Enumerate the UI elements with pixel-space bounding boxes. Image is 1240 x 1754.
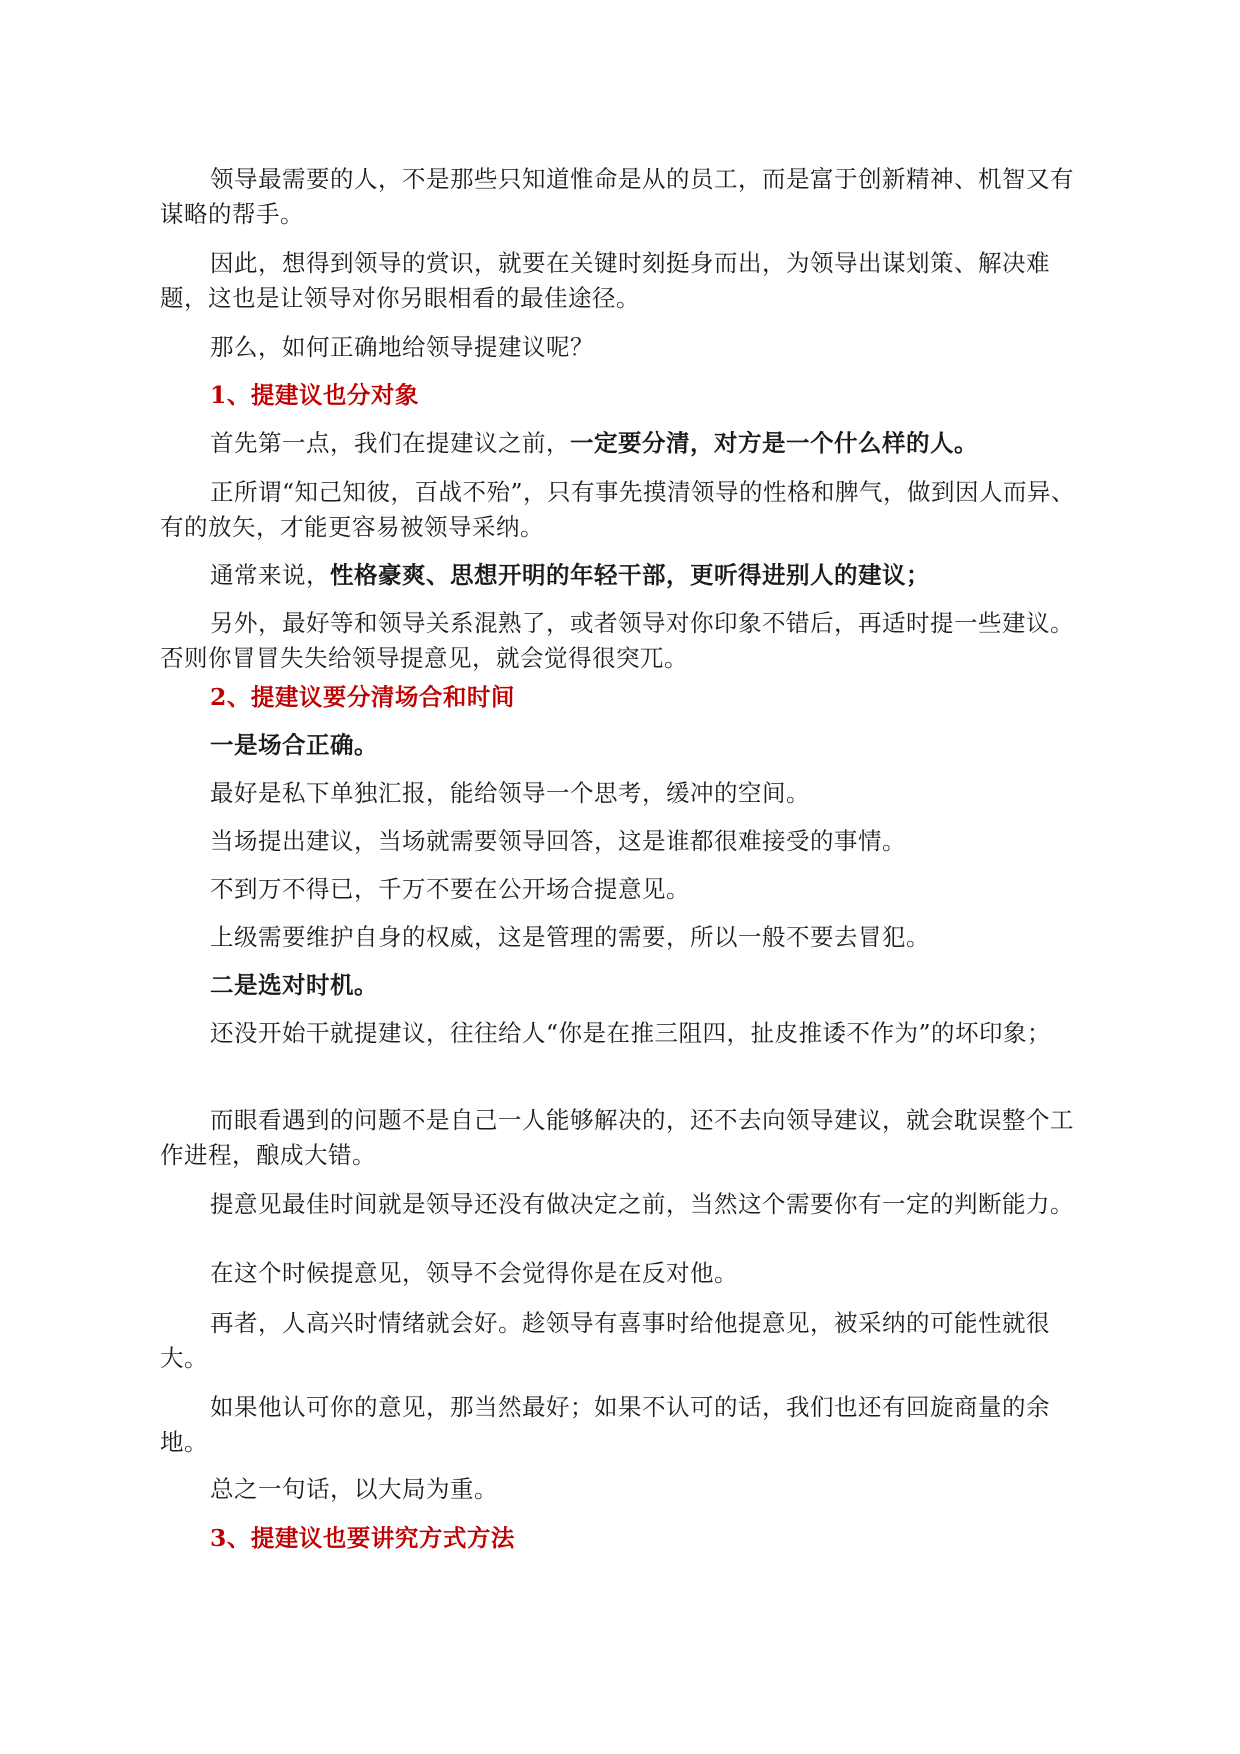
emphasis-text: 一定要分清，对方是一个什么样的人。: [570, 429, 978, 457]
paragraph: 最好是私下单独汇报，能给领导一个思考，缓冲的空间。: [210, 779, 810, 807]
paragraph: [160, 426, 1090, 461]
paragraph: 那么，如何正确地给领导提建议呢？: [210, 333, 594, 361]
paragraph: 上级需要维护自身的权威，这是管理的需要，所以一般不要去冒犯。: [210, 923, 930, 951]
section-heading: 3、提建议也要讲究方式方法: [210, 1524, 515, 1552]
paragraph: 另外，最好等和领导关系混熟了，或者领导对你印象不错后，再适时提一些建议。否则你冒冒失失给领导提意见，就会觉得很突兀。: [160, 609, 1074, 672]
paragraph: 还没开始干就提建议，往往给人“你是在推三阻四，扯皮推诿不作为”的坏印象；: [210, 1019, 1052, 1047]
emphasis-text: 性格豪爽、思想开明的年轻干部，更听得进别人的建议；: [330, 561, 930, 589]
paragraph: 当场提出建议，当场就需要领导回答，这是谁都很难接受的事情。: [210, 827, 906, 855]
paragraph: 在这个时候提意见，领导不会觉得你是在反对他。: [210, 1259, 738, 1287]
paragraph: 总之一句话，以大局为重。: [210, 1475, 498, 1503]
paragraph: 而眼看遇到的问题不是自己一人能够解决的，还不去向领导建议，就会耽误整个工作进程，酿成大错。: [160, 1106, 1074, 1169]
subheading: 一是场合正确。: [210, 731, 378, 759]
paragraph: 正所谓“知己知彼，百战不殆”，只有事先摸清领导的性格和脾气，做到因人而异、有的放矢，才能更容易被领导采纳。: [160, 478, 1076, 541]
paragraph: 领导最需要的人，不是那些只知道惟命是从的员工，而是富于创新精神、机智又有谋略的帮手。: [160, 165, 1074, 228]
paragraph-text: 通常来说，: [210, 561, 330, 589]
paragraph: 再者，人高兴时情绪就会好。趁领导有喜事时给他提意见，被采纳的可能性就很大。: [160, 1309, 1050, 1372]
paragraph: [160, 558, 1090, 593]
paragraph: 如果他认可你的意见，那当然最好；如果不认可的话，我们也还有回旋商量的余地。: [160, 1393, 1050, 1456]
section-heading: 1、提建议也分对象: [210, 381, 419, 409]
paragraph: 提意见最佳时间就是领导还没有做决定之前，当然这个需要你有一定的判断能力。: [210, 1190, 1074, 1218]
paragraph: 不到万不得已，千万不要在公开场合提意见。: [210, 875, 690, 903]
paragraph: 因此，想得到领导的赏识，就要在关键时刻挺身而出，为领导出谋划策、解决难题，这也是让领导对你另眼相看的最佳途径。: [160, 249, 1050, 312]
section-heading: 2、提建议要分清场合和时间: [210, 683, 515, 711]
paragraph-text: 首先第一点，我们在提建议之前，: [210, 429, 570, 457]
subheading: 二是选对时机。: [210, 971, 378, 999]
